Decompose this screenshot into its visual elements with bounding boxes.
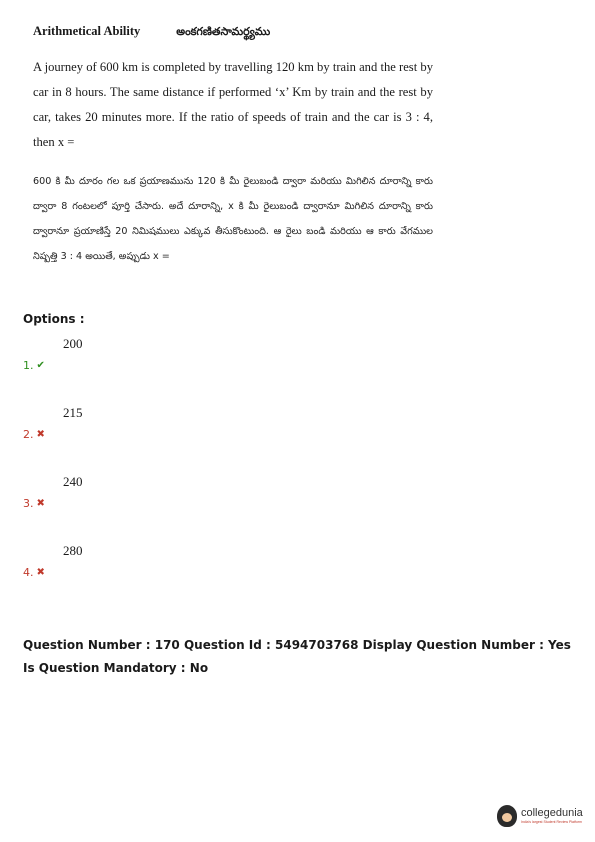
subject-line xyxy=(33,24,433,41)
student-mascot-icon xyxy=(497,805,517,827)
subject-telugu: అంకగణితసామర్థ్యము xyxy=(176,25,271,38)
option-number-label: 3. xyxy=(23,497,34,510)
option-number-label: 4. xyxy=(23,566,34,579)
option-value: 200 xyxy=(63,336,83,351)
option-4[interactable] xyxy=(23,543,223,579)
option-number xyxy=(23,566,45,579)
brand-tagline: India's largest Student Review Platform xyxy=(521,819,582,824)
question-text-telugu: 600 కి మీ దూరం గల ఒక ప్రయాణమును 120 కి మీ రైలుబండి ద్వారా మరియు మిగిలిన దూరాన్ని కారు ద్వారా 8 గంటలలో పూర్తి చేసారు. అదే దూరాన్ని, x కి మీ రైలుబండి ద్వారానూ మిగిలిన దూరాన్ని కారు ద్వారానూ ప్రయాణిస్తే 20 నిమిషములు ఎక్కువ తీసుకొంటుంది. ఆ రైలు బండి మరియు ఆ కారు వేగముల నిష్పత్తి 3 : 4 అయితే, అప్పుడు x = xyxy=(33,176,433,262)
options-heading: Options : xyxy=(23,312,85,326)
option-value: 215 xyxy=(63,405,83,420)
option-number xyxy=(23,359,45,372)
option-3[interactable] xyxy=(23,474,223,510)
cross-icon: ✖ xyxy=(36,429,45,440)
brand-logo[interactable] xyxy=(497,801,589,831)
option-number xyxy=(23,497,45,510)
option-value: 240 xyxy=(63,474,83,489)
option-number-label: 1. xyxy=(23,359,34,372)
brand-name: collegedunia xyxy=(521,806,583,819)
check-icon: ✔ xyxy=(36,360,45,371)
option-value: 280 xyxy=(63,543,83,558)
question-meta: Question Number : 170 Question Id : 5494703768 Display Question Number : Yes Is Question Mandatory : No xyxy=(23,638,571,675)
subject-english: Arithmetical Ability xyxy=(33,24,141,38)
option-number xyxy=(23,428,45,441)
option-2[interactable] xyxy=(23,405,223,441)
cross-icon: ✖ xyxy=(36,498,45,509)
brand-text xyxy=(521,808,583,825)
question-text-english: A journey of 600 km is completed by travelling 120 km by train and the rest by car in 8 hours. The same distance if performed ‘x’ Km by train and the rest by car, takes 20 minutes more. If the ratio of speeds of train and the car is 3 : 4, then x = xyxy=(33,60,433,149)
option-number-label: 2. xyxy=(23,428,34,441)
question-block xyxy=(33,24,433,269)
cross-icon: ✖ xyxy=(36,567,45,578)
option-1[interactable] xyxy=(23,336,223,372)
